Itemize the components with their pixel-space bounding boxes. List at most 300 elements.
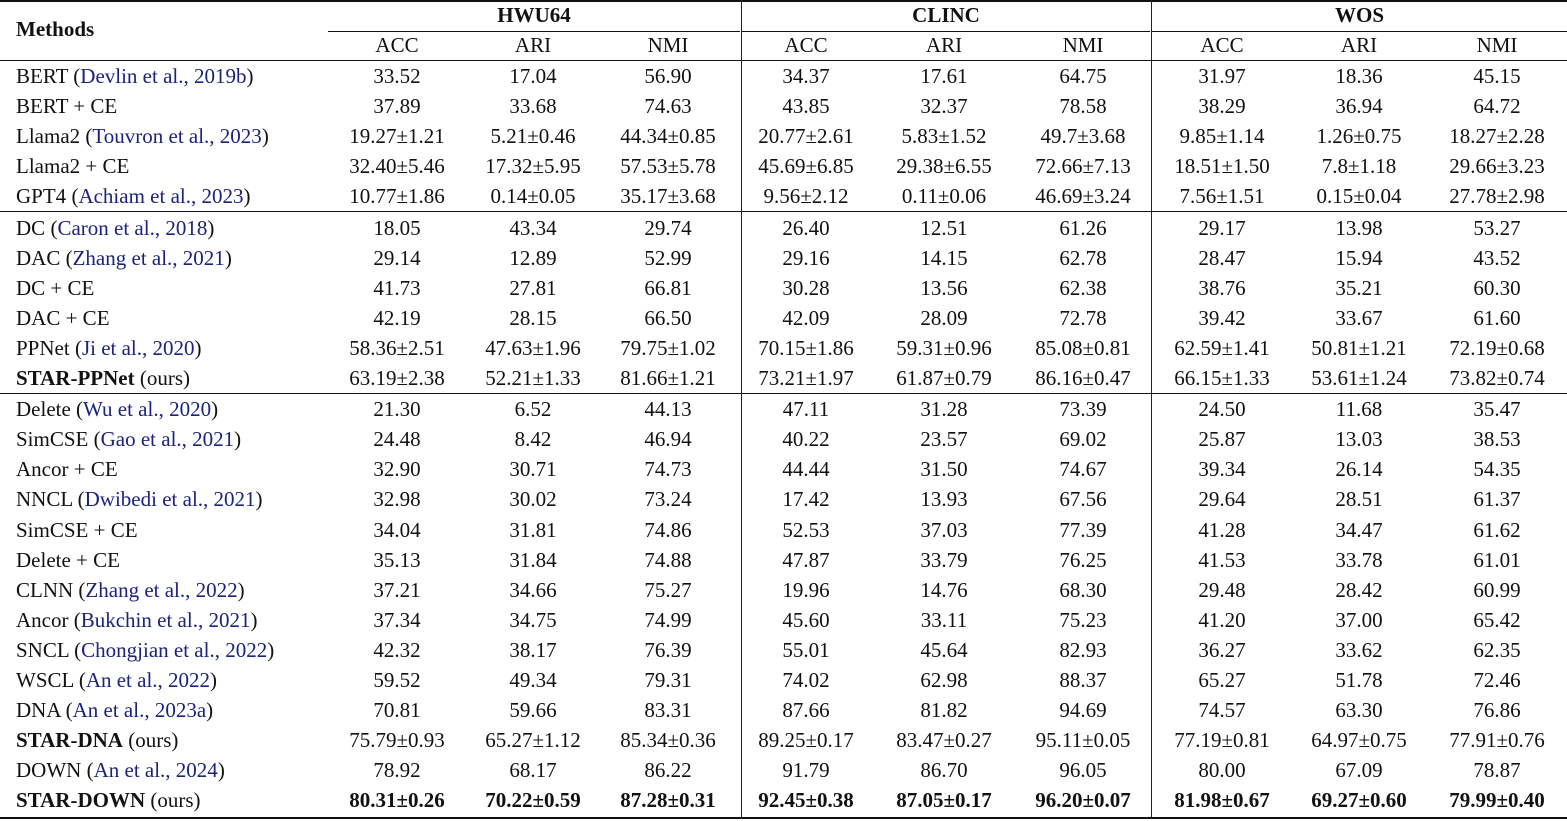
method-name: DAC (16, 245, 61, 270)
value-cell: 15.94 (1335, 245, 1383, 270)
method-name: SimCSE (16, 427, 89, 452)
method-cell (16, 454, 118, 484)
value-cell: 77.39 (1059, 517, 1107, 542)
value-cell: 24.50 (1198, 397, 1246, 422)
value-cell: 6.52 (514, 397, 552, 422)
value-cell: 77.91±0.76 (1449, 728, 1545, 753)
method-cell (16, 785, 201, 815)
value-cell: 96.20±0.07 (1035, 788, 1131, 813)
value-cell: 72.66±7.13 (1035, 154, 1131, 179)
value-cell: 55.01 (782, 637, 830, 662)
method-name: STAR-PPNet (16, 366, 135, 390)
value-cell: 18.27±2.28 (1449, 124, 1545, 149)
metric-header-acc: ACC (375, 33, 419, 57)
value-cell: 14.76 (920, 577, 968, 602)
value-cell: 87.66 (782, 698, 830, 723)
value-cell: 34.37 (782, 64, 830, 88)
value-cell: 61.62 (1473, 517, 1521, 542)
citation-link[interactable]: Chongjian et al., 2022 (81, 637, 268, 662)
value-cell: 81.98±0.67 (1174, 788, 1270, 813)
method-name: Delete + CE (16, 547, 120, 572)
value-cell: 27.78±2.98 (1449, 184, 1545, 209)
value-cell: 52.99 (644, 245, 692, 270)
value-cell: 79.99±0.40 (1449, 788, 1545, 813)
value-cell: 80.31±0.26 (349, 788, 445, 813)
value-cell: 45.60 (782, 607, 830, 632)
value-cell: 75.27 (644, 577, 692, 602)
value-cell: 38.53 (1473, 427, 1521, 452)
value-cell: 9.85±1.14 (1179, 124, 1265, 149)
value-cell: 65.27 (1198, 668, 1246, 692)
value-cell: 64.97±0.75 (1311, 728, 1407, 753)
ours-tag: (ours) (145, 788, 201, 813)
method-name: DNA (16, 698, 61, 723)
value-cell: 49.7±3.68 (1040, 124, 1126, 149)
value-cell: 59.52 (373, 668, 421, 692)
value-cell: 79.31 (644, 668, 692, 692)
value-cell: 17.32±5.95 (485, 154, 581, 179)
value-cell: 28.51 (1335, 487, 1383, 512)
metric-header-nmi: NMI (1476, 33, 1518, 57)
value-cell: 42.09 (782, 305, 830, 330)
value-cell: 96.05 (1059, 758, 1107, 783)
value-cell: 68.30 (1059, 577, 1107, 602)
citation-link[interactable]: Dwibedi et al., 2021 (84, 487, 256, 512)
method-name: DC (16, 215, 46, 240)
value-cell: 78.87 (1473, 758, 1521, 783)
value-cell: 85.34±0.36 (620, 728, 716, 753)
value-cell: 61.26 (1059, 215, 1107, 240)
value-cell: 20.77±2.61 (758, 124, 854, 149)
value-cell: 65.42 (1473, 607, 1521, 632)
value-cell: 35.17±3.68 (620, 184, 716, 209)
value-cell: 37.21 (373, 577, 421, 602)
value-cell: 72.46 (1473, 668, 1521, 692)
value-cell: 65.27±1.12 (485, 728, 581, 753)
column-group-separator (741, 0, 742, 817)
value-cell: 83.47±0.27 (896, 728, 992, 753)
value-cell: 78.58 (1059, 94, 1107, 119)
citation-link[interactable]: An et al., 2023a (72, 698, 207, 723)
method-cell: PPNet (Ji et al., 2020) (16, 335, 202, 360)
value-cell: 29.16 (782, 245, 830, 270)
value-cell: 92.45±0.38 (758, 788, 854, 813)
value-cell: 76.25 (1059, 547, 1107, 572)
value-cell: 61.60 (1473, 305, 1521, 330)
value-cell: 45.15 (1473, 64, 1521, 88)
value-cell: 52.53 (782, 517, 830, 542)
value-cell: 62.98 (920, 668, 968, 692)
value-cell: 70.22±0.59 (485, 788, 581, 813)
value-cell: 83.31 (644, 698, 692, 723)
method-name: Delete (16, 397, 71, 422)
citation-link[interactable]: An et al., 2024 (93, 758, 218, 783)
value-cell: 17.42 (782, 487, 830, 512)
value-cell: 7.8±1.18 (1321, 154, 1397, 179)
value-cell: 33.11 (920, 607, 968, 632)
value-cell: 33.78 (1335, 547, 1383, 572)
value-cell: 66.15±1.33 (1174, 366, 1270, 390)
value-cell: 46.94 (644, 427, 692, 452)
value-cell: 18.05 (373, 215, 421, 240)
method-cell (16, 273, 94, 303)
value-cell: 39.42 (1198, 305, 1246, 330)
value-cell: 39.34 (1198, 457, 1246, 482)
method-cell (16, 515, 138, 545)
value-cell: 0.11±0.06 (901, 184, 987, 209)
value-cell: 67.56 (1059, 487, 1107, 512)
method-cell (16, 545, 120, 575)
value-cell: 33.79 (920, 547, 968, 572)
citation-link[interactable]: Wu et al., 2020 (83, 397, 212, 422)
value-cell: 32.37 (920, 94, 968, 119)
value-cell: 34.66 (509, 577, 557, 602)
value-cell: 34.47 (1335, 517, 1383, 542)
method-name: NNCL (16, 487, 73, 512)
value-cell: 28.15 (509, 305, 557, 330)
value-cell: 0.14±0.05 (490, 184, 576, 209)
methods-header: Methods (16, 17, 95, 41)
group-header-clinc: CLINC (912, 3, 980, 27)
method-cell: Ancor (Bukchin et al., 2021) (16, 607, 258, 632)
value-cell: 54.35 (1473, 457, 1521, 482)
value-cell: 74.86 (644, 517, 692, 542)
value-cell: 23.57 (920, 427, 968, 452)
value-cell: 88.37 (1059, 668, 1107, 692)
value-cell: 31.97 (1198, 64, 1246, 88)
value-cell: 14.15 (920, 245, 968, 270)
value-cell: 59.31±0.96 (896, 335, 992, 360)
value-cell: 19.96 (782, 577, 830, 602)
value-cell: 95.11±0.05 (1035, 728, 1131, 753)
column-group-separator (1151, 0, 1152, 817)
value-cell: 9.56±2.12 (763, 184, 849, 209)
citation-link[interactable]: Caron et al., 2018 (57, 215, 208, 240)
value-cell: 66.50 (644, 305, 692, 330)
value-cell: 75.23 (1059, 607, 1107, 632)
value-cell: 69.02 (1059, 427, 1107, 452)
value-cell: 74.73 (644, 457, 692, 482)
value-cell: 43.85 (782, 94, 830, 119)
value-cell: 85.08±0.81 (1035, 335, 1131, 360)
citation-link[interactable]: Ji et al., 2020 (81, 335, 195, 360)
value-cell: 13.56 (920, 275, 968, 300)
value-cell: 36.27 (1198, 637, 1246, 662)
method-cell: Delete (Wu et al., 2020) (16, 397, 219, 422)
value-cell: 7.56±1.51 (1179, 184, 1265, 209)
citation-link[interactable]: Touvron et al., 2023 (92, 124, 262, 149)
value-cell: 70.15±1.86 (758, 335, 854, 360)
value-cell: 64.72 (1473, 94, 1521, 119)
value-cell: 57.53±5.78 (620, 154, 716, 179)
value-cell: 12.89 (509, 245, 557, 270)
method-cell: SNCL (Chongjian et al., 2022) (16, 637, 275, 662)
value-cell: 33.62 (1335, 637, 1383, 662)
group-header-wos: WOS (1334, 3, 1384, 27)
value-cell: 45.64 (920, 637, 968, 662)
value-cell: 38.76 (1198, 275, 1246, 300)
value-cell: 13.93 (920, 487, 968, 512)
value-cell: 37.00 (1335, 607, 1383, 632)
value-cell: 17.61 (920, 64, 968, 88)
value-cell: 42.19 (373, 305, 421, 330)
value-cell: 72.78 (1059, 305, 1107, 330)
citation-link[interactable]: Devlin et al., 2019b (80, 64, 247, 88)
bottom-rule (0, 817, 1567, 819)
citation-link[interactable]: An et al., 2022 (85, 668, 211, 692)
value-cell: 18.51±1.50 (1174, 154, 1270, 179)
value-cell: 53.61±1.24 (1311, 366, 1407, 390)
value-cell: 1.26±0.75 (1316, 124, 1402, 149)
value-cell: 29.14 (373, 245, 421, 270)
method-name: SimCSE + CE (16, 517, 138, 542)
value-cell: 41.28 (1198, 517, 1246, 542)
value-cell: 35.21 (1335, 275, 1383, 300)
value-cell: 29.64 (1198, 487, 1246, 512)
value-cell: 40.22 (782, 427, 830, 452)
value-cell: 61.87±0.79 (896, 366, 992, 390)
value-cell: 63.19±2.38 (349, 366, 445, 390)
method-cell: WSCL (An et al., 2022) (16, 668, 218, 692)
value-cell: 68.17 (509, 758, 557, 783)
method-cell: DNA (An et al., 2023a) (16, 698, 214, 723)
value-cell: 37.89 (373, 94, 421, 119)
method-name: Ancor + CE (16, 457, 118, 482)
value-cell: 13.03 (1335, 427, 1383, 452)
value-cell: 66.81 (644, 275, 692, 300)
value-cell: 86.16±0.47 (1035, 366, 1131, 390)
value-cell: 76.39 (644, 637, 692, 662)
metric-header-ari: ARI (1340, 33, 1378, 57)
value-cell: 43.34 (509, 215, 557, 240)
value-cell: 73.24 (644, 487, 692, 512)
value-cell: 19.27±1.21 (349, 124, 445, 149)
value-cell: 29.17 (1198, 215, 1246, 240)
value-cell: 74.67 (1059, 457, 1107, 482)
value-cell: 94.69 (1059, 698, 1107, 723)
method-cell: DC (Caron et al., 2018) (16, 215, 215, 240)
value-cell: 50.81±1.21 (1311, 335, 1407, 360)
value-cell: 81.82 (920, 698, 968, 723)
value-cell: 30.02 (509, 487, 557, 512)
value-cell: 37.34 (373, 607, 421, 632)
value-cell: 58.36±2.51 (349, 335, 445, 360)
citation-link[interactable]: Zhang et al., 2021 (72, 245, 225, 270)
value-cell: 28.47 (1198, 245, 1246, 270)
metric-header-nmi: NMI (1062, 33, 1104, 57)
method-cell: DAC (Zhang et al., 2021) (16, 245, 232, 270)
value-cell: 13.98 (1335, 215, 1383, 240)
method-cell: Llama2 (Touvron et al., 2023) (16, 124, 269, 149)
value-cell: 77.19±0.81 (1174, 728, 1270, 753)
value-cell: 8.42 (514, 427, 552, 452)
method-name: STAR-DOWN (16, 788, 146, 813)
value-cell: 87.28±0.31 (620, 788, 716, 813)
value-cell: 49.34 (509, 668, 557, 692)
value-cell: 63.30 (1335, 698, 1383, 723)
method-name: WSCL (16, 668, 74, 692)
value-cell: 47.11 (782, 397, 830, 422)
value-cell: 28.42 (1335, 577, 1383, 602)
metric-header-ari: ARI (514, 33, 552, 57)
ours-tag: (ours) (122, 728, 179, 753)
value-cell: 45.69±6.85 (758, 154, 854, 179)
value-cell: 46.69±3.24 (1035, 184, 1131, 209)
method-cell: SimCSE (Gao et al., 2021) (16, 427, 242, 452)
value-cell: 74.02 (782, 668, 830, 692)
value-cell: 61.01 (1473, 547, 1521, 572)
value-cell: 24.48 (373, 427, 421, 452)
value-cell: 74.57 (1198, 698, 1246, 723)
value-cell: 29.66±3.23 (1449, 154, 1545, 179)
value-cell: 31.84 (509, 547, 557, 572)
method-cell: CLNN (Zhang et al., 2022) (16, 577, 245, 602)
method-name: BERT + CE (16, 94, 118, 119)
metric-header-acc: ACC (1200, 33, 1244, 57)
value-cell: 89.25±0.17 (758, 728, 854, 753)
value-cell: 36.94 (1335, 94, 1383, 119)
method-name: CLNN (16, 577, 74, 602)
value-cell: 31.28 (920, 397, 968, 422)
value-cell: 44.44 (782, 457, 830, 482)
method-name: PPNet (16, 335, 70, 360)
metric-header-nmi: NMI (647, 33, 689, 57)
method-name: DOWN (16, 758, 82, 783)
value-cell: 60.99 (1473, 577, 1521, 602)
citation-link[interactable]: Zhang et al., 2022 (85, 577, 238, 602)
value-cell: 27.81 (509, 275, 557, 300)
value-cell: 47.63±1.96 (485, 335, 581, 360)
value-cell: 43.52 (1473, 245, 1521, 270)
value-cell: 62.78 (1059, 245, 1107, 270)
citation-link[interactable]: Bukchin et al., 2021 (80, 607, 251, 632)
value-cell: 62.38 (1059, 275, 1107, 300)
value-cell: 33.68 (509, 94, 557, 119)
value-cell: 33.67 (1335, 305, 1383, 330)
method-name: Llama2 + CE (16, 154, 130, 179)
value-cell: 86.22 (644, 758, 692, 783)
value-cell: 41.53 (1198, 547, 1246, 572)
value-cell: 35.13 (373, 547, 421, 572)
value-cell: 61.37 (1473, 487, 1521, 512)
value-cell: 35.47 (1473, 397, 1521, 422)
value-cell: 29.74 (644, 215, 692, 240)
method-name: STAR-DNA (16, 728, 123, 753)
value-cell: 33.52 (373, 64, 421, 88)
group-header-hwu64: HWU64 (497, 3, 571, 27)
value-cell: 67.09 (1335, 758, 1383, 783)
method-name: DC + CE (16, 275, 95, 300)
value-cell: 5.21±0.46 (490, 124, 576, 149)
value-cell: 73.39 (1059, 397, 1107, 422)
ours-tag: (ours) (134, 366, 190, 390)
value-cell: 76.86 (1473, 698, 1521, 723)
value-cell: 10.77±1.86 (349, 184, 445, 209)
value-cell: 69.27±0.60 (1311, 788, 1407, 813)
method-cell: BERT (Devlin et al., 2019b) (16, 64, 254, 88)
value-cell: 41.73 (373, 275, 421, 300)
value-cell: 74.99 (644, 607, 692, 632)
value-cell: 59.66 (509, 698, 557, 723)
value-cell: 31.81 (509, 517, 557, 542)
value-cell: 41.20 (1198, 607, 1246, 632)
value-cell: 74.88 (644, 547, 692, 572)
value-cell: 31.50 (920, 457, 968, 482)
value-cell: 64.75 (1059, 64, 1107, 88)
value-cell: 62.35 (1473, 637, 1521, 662)
value-cell: 56.90 (644, 64, 692, 88)
value-cell: 86.70 (920, 758, 968, 783)
method-cell: DOWN (An et al., 2024) (16, 758, 225, 783)
metric-header-acc: ACC (784, 33, 828, 57)
value-cell: 44.34±0.85 (620, 124, 716, 149)
value-cell: 5.83±1.52 (901, 124, 987, 149)
value-cell: 53.27 (1473, 215, 1521, 240)
value-cell: 42.32 (373, 637, 421, 662)
value-cell: 32.40±5.46 (349, 154, 445, 179)
method-cell: NNCL (Dwibedi et al., 2021) (16, 487, 263, 512)
method-name: GPT4 (16, 184, 67, 209)
value-cell: 25.87 (1198, 427, 1246, 452)
value-cell: 29.48 (1198, 577, 1246, 602)
value-cell: 0.15±0.04 (1316, 184, 1402, 209)
value-cell: 52.21±1.33 (485, 366, 581, 390)
value-cell: 30.71 (509, 457, 557, 482)
method-name: Llama2 (16, 124, 81, 149)
value-cell: 38.29 (1198, 94, 1246, 119)
value-cell: 81.66±1.21 (620, 366, 716, 390)
value-cell: 21.30 (373, 397, 421, 422)
method-name: Ancor (16, 607, 69, 632)
value-cell: 37.03 (920, 517, 968, 542)
method-name: BERT (16, 64, 69, 88)
method-name: DAC + CE (16, 305, 110, 330)
value-cell: 17.04 (509, 64, 557, 88)
citation-link[interactable]: Gao et al., 2021 (100, 427, 235, 452)
value-cell: 47.87 (782, 547, 830, 572)
value-cell: 34.75 (509, 607, 557, 632)
value-cell: 87.05±0.17 (896, 788, 992, 813)
metric-header-ari: ARI (925, 33, 963, 57)
value-cell: 73.21±1.97 (758, 366, 854, 390)
value-cell: 62.59±1.41 (1174, 335, 1270, 360)
value-cell: 30.28 (782, 275, 830, 300)
value-cell: 70.81 (373, 698, 421, 723)
value-cell: 32.90 (373, 457, 421, 482)
value-cell: 80.00 (1198, 758, 1246, 783)
value-cell: 29.38±6.55 (896, 154, 992, 179)
value-cell: 60.30 (1473, 275, 1521, 300)
value-cell: 38.17 (509, 637, 557, 662)
value-cell: 44.13 (644, 397, 692, 422)
value-cell: 73.82±0.74 (1449, 366, 1545, 390)
method-cell (16, 151, 129, 181)
value-cell: 75.79±0.93 (349, 728, 445, 753)
value-cell: 82.93 (1059, 637, 1107, 662)
method-cell (16, 725, 178, 755)
value-cell: 28.09 (920, 305, 968, 330)
method-name: SNCL (16, 637, 69, 662)
value-cell: 78.92 (373, 758, 421, 783)
method-cell (16, 91, 117, 121)
value-cell: 34.04 (373, 517, 421, 542)
value-cell: 72.19±0.68 (1449, 335, 1545, 360)
value-cell: 74.63 (644, 94, 692, 119)
value-cell: 51.78 (1335, 668, 1383, 692)
value-cell: 26.14 (1335, 457, 1383, 482)
citation-link[interactable]: Achiam et al., 2023 (78, 184, 244, 209)
method-cell (16, 363, 190, 393)
